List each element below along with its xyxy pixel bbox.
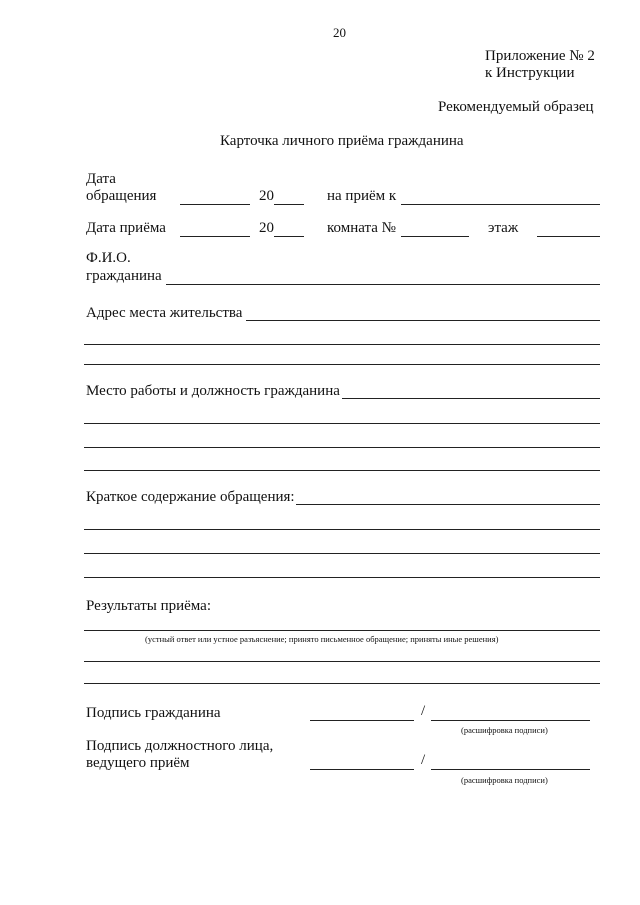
appeal-date-label-1: Дата	[86, 171, 116, 187]
appeal-date-day-line[interactable]	[180, 204, 250, 205]
results-hint: (устный ответ или устное разъяснение; принято письменное обращение; приняты иные решения)	[145, 634, 499, 644]
official-signature-line[interactable]	[310, 769, 414, 770]
citizen-signature-line[interactable]	[310, 720, 414, 721]
appeal-year-prefix: 20	[259, 188, 274, 204]
summary-label: Краткое содержание обращения:	[86, 489, 295, 505]
address-line-1[interactable]	[246, 320, 600, 321]
reception-to-line[interactable]	[401, 204, 600, 205]
room-line[interactable]	[401, 236, 469, 237]
fio-line[interactable]	[166, 284, 600, 285]
work-line-4[interactable]	[84, 470, 600, 471]
work-line-2[interactable]	[84, 423, 600, 424]
official-decode-hint: (расшифровка подписи)	[461, 775, 548, 785]
citizen-signature-slash: /	[421, 703, 426, 719]
summary-line-4[interactable]	[84, 577, 600, 578]
results-line-2[interactable]	[84, 661, 600, 662]
appeal-year-line[interactable]	[274, 204, 304, 205]
reception-date-label: Дата приёма	[86, 220, 166, 236]
fio-label-1: Ф.И.О.	[86, 250, 131, 266]
summary-line-2[interactable]	[84, 529, 600, 530]
official-signature-label-2: ведущего приём	[86, 755, 190, 771]
official-signature-slash: /	[421, 752, 426, 768]
floor-line[interactable]	[537, 236, 600, 237]
appeal-date-label-2: обращения	[86, 188, 157, 204]
reception-year-line[interactable]	[274, 236, 304, 237]
citizen-decode-hint: (расшифровка подписи)	[461, 725, 548, 735]
work-label: Место работы и должность гражданина	[86, 383, 340, 399]
results-line-1[interactable]	[84, 630, 600, 631]
address-line-3[interactable]	[84, 364, 600, 365]
floor-label: этаж	[488, 220, 519, 236]
results-label: Результаты приёма:	[86, 598, 212, 614]
citizen-signature-label: Подпись гражданина	[86, 705, 221, 721]
results-line-3[interactable]	[84, 683, 600, 684]
official-signature-label-1: Подпись должностного лица,	[86, 738, 274, 754]
work-line-1[interactable]	[342, 398, 600, 399]
work-line-3[interactable]	[84, 447, 600, 448]
page-number: 20	[333, 25, 346, 40]
room-label: комната №	[327, 220, 396, 236]
appendix-line-1: Приложение № 2	[485, 48, 595, 64]
summary-line-1[interactable]	[296, 504, 600, 505]
card-title: Карточка личного приёма гражданина	[220, 133, 464, 149]
official-decode-line[interactable]	[431, 769, 590, 770]
reception-year-prefix: 20	[259, 220, 274, 236]
reception-date-day-line[interactable]	[180, 236, 250, 237]
address-line-2[interactable]	[84, 344, 600, 345]
address-label: Адрес места жительства	[86, 305, 243, 321]
reception-to-label: на приём к	[327, 188, 397, 204]
sample-note: Рекомендуемый образец	[438, 99, 594, 115]
citizen-decode-line[interactable]	[431, 720, 590, 721]
summary-line-3[interactable]	[84, 553, 600, 554]
appendix-line-2: к Инструкции	[485, 65, 575, 81]
fio-label-2: гражданина	[86, 268, 162, 284]
